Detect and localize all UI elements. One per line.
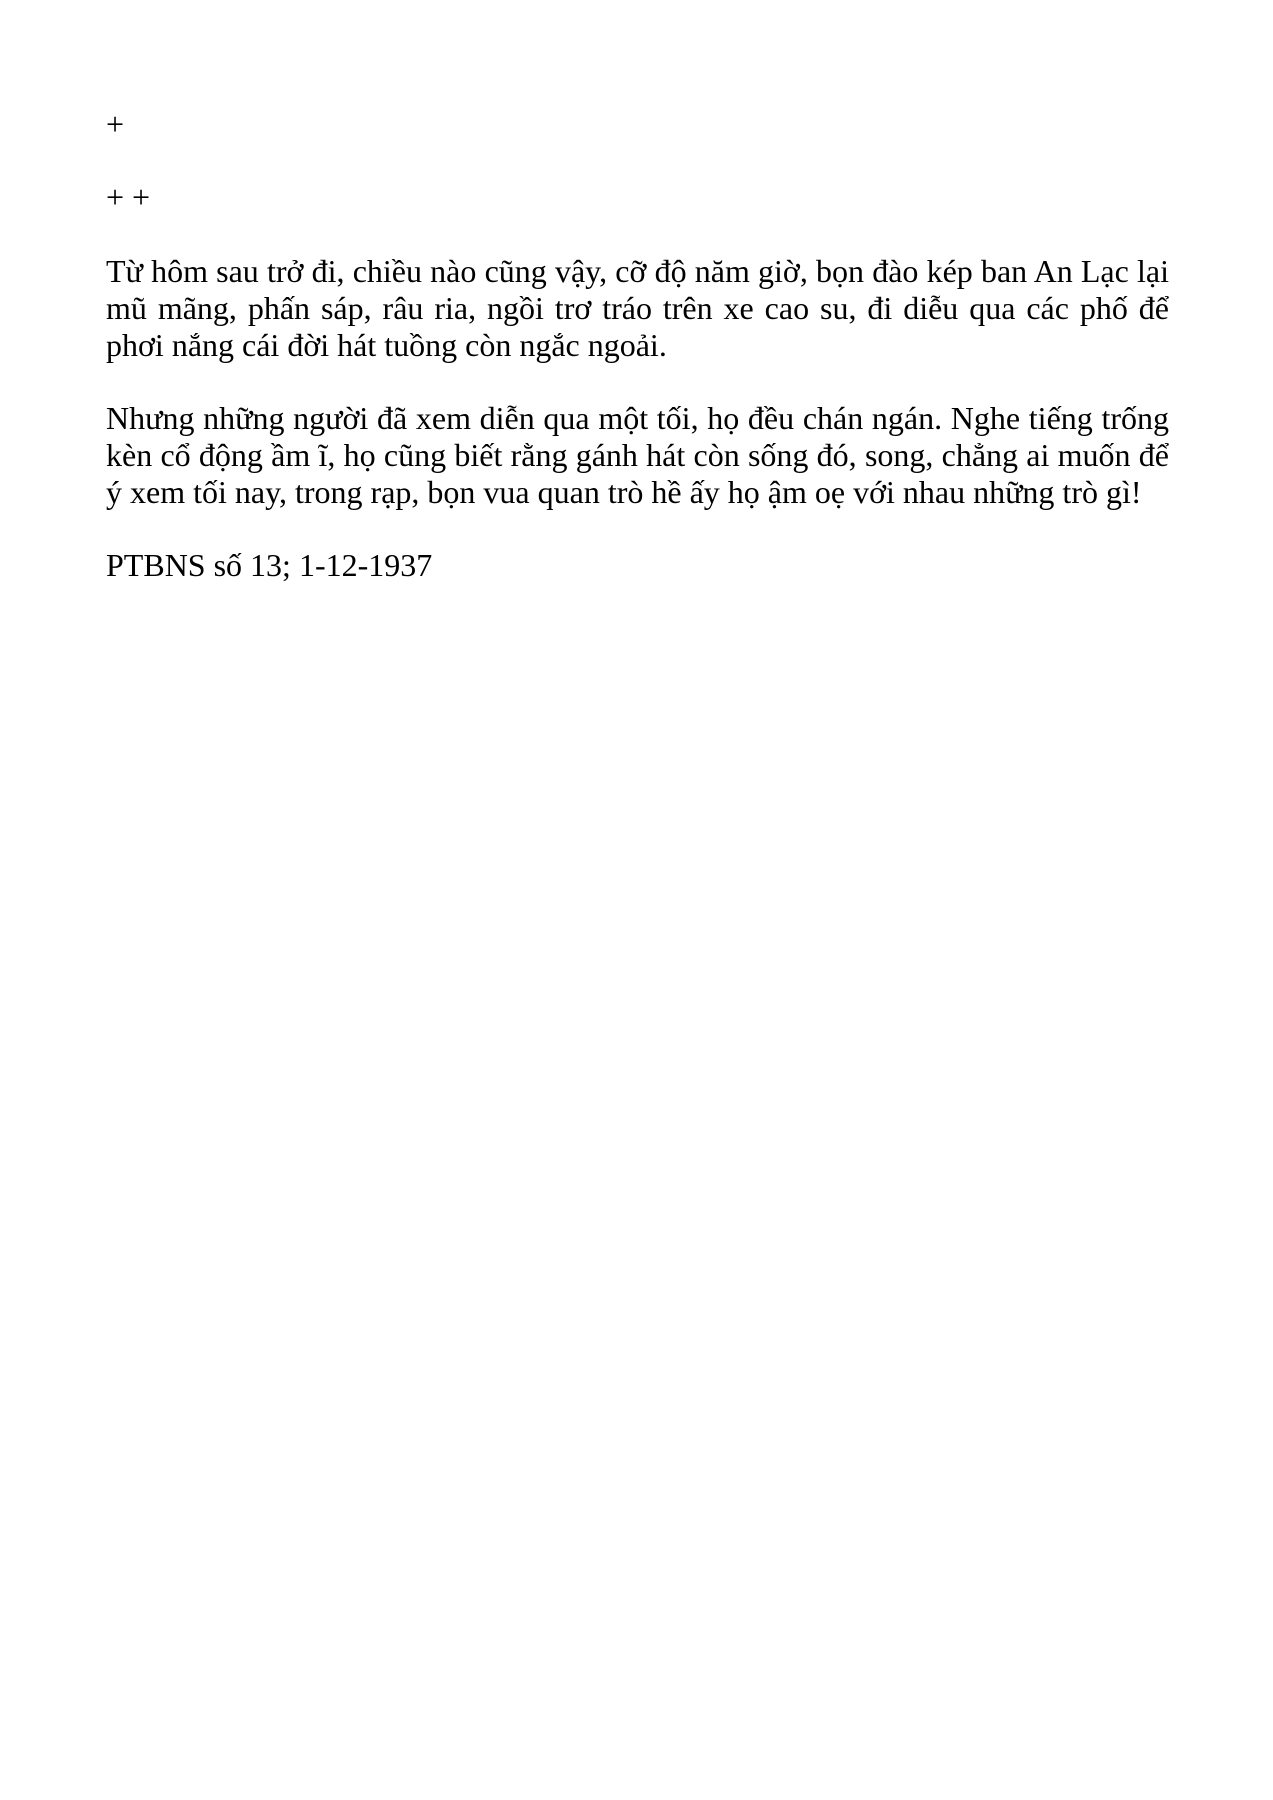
section-separator-single: + xyxy=(106,106,125,142)
section-separator-double: + + xyxy=(106,179,151,215)
paragraph-1: Từ hôm sau trở đi, chiều nào cũng vậy, cỡ độ năm giờ, bọn đào kép ban An Lạc lại mũ mãng, phấn sáp, râu ria, ngồi trơ tráo trên xe cao su, đi diễu qua các phố để phơi nắng cái đời hát tuồng còn ngắc ngoải. xyxy=(106,253,1169,363)
source-note: PTBNS số 13; 1-12-1937 xyxy=(106,547,433,583)
document-body xyxy=(106,106,1169,584)
paragraph-2: Nhưng những người đã xem diễn qua một tối, họ đều chán ngán. Nghe tiếng trống kèn cổ động ầm ĩ, họ cũng biết rằng gánh hát còn sống đó, song, chẳng ai muốn để ý xem tối nay, trong rạp, bọn vua quan trò hề ấy họ ậm oẹ với nhau những trò gì! xyxy=(106,400,1169,510)
